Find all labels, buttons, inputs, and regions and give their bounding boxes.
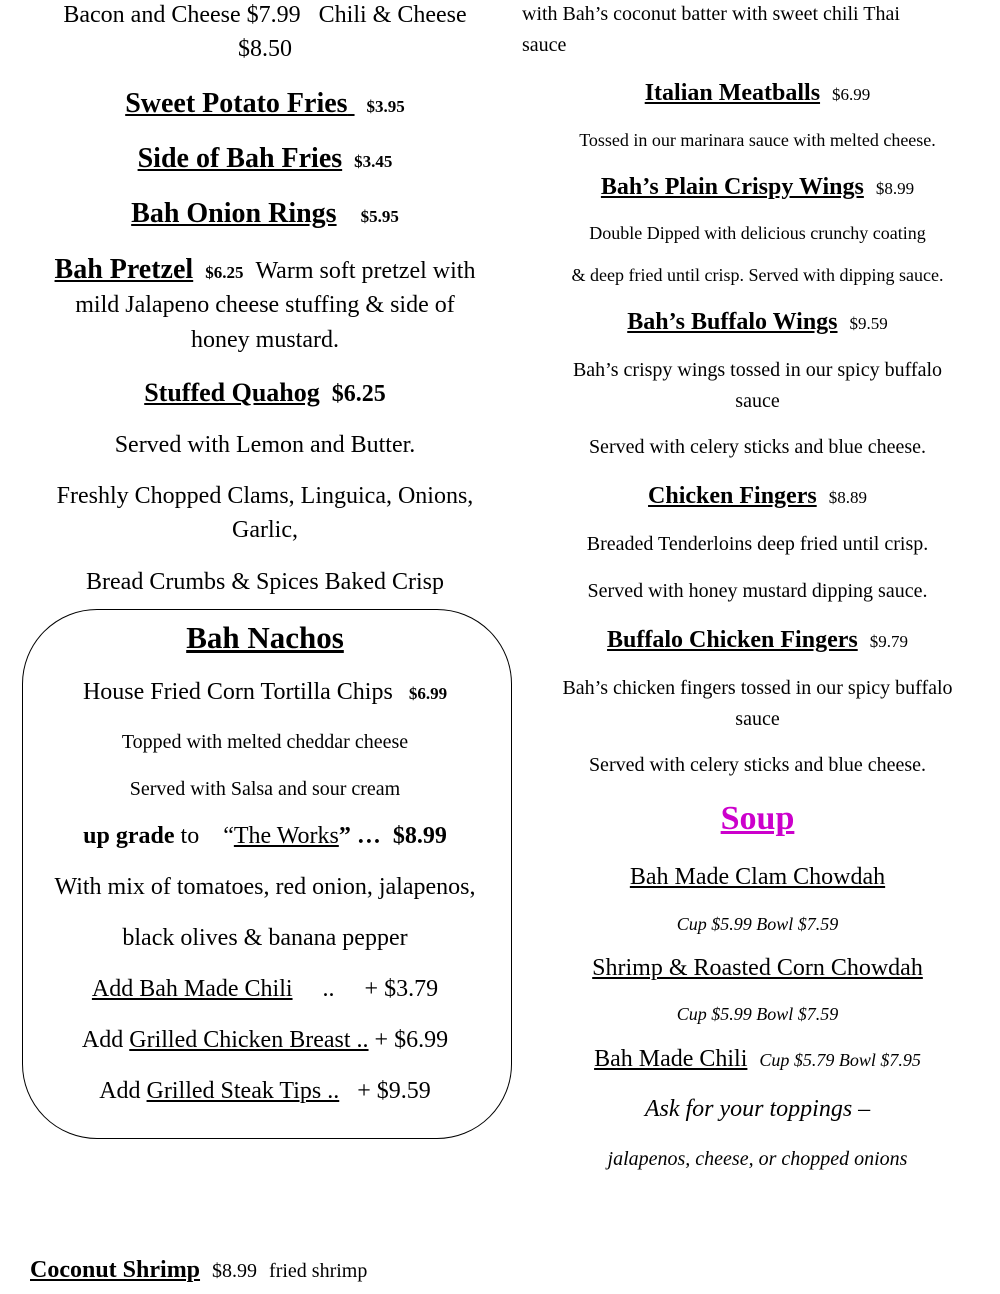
item-price: $8.89 bbox=[828, 488, 867, 507]
bah-made-chili-soup bbox=[515, 1046, 1000, 1073]
coconut-shrimp bbox=[30, 1257, 367, 1284]
item-price: $3.95 bbox=[366, 97, 405, 116]
nachos-mix-1: With mix of tomatoes, red onion, jalapenos, bbox=[54, 874, 476, 900]
nachos-line-2: Topped with melted cheddar cheese bbox=[121, 731, 409, 753]
item-price: $6.99 bbox=[832, 85, 871, 104]
item-name: Bah’s Plain Crispy Wings bbox=[600, 174, 864, 200]
nachos-line-1: House Fried Corn Tortilla Chips $6.99 bbox=[82, 679, 448, 705]
coconut-cont-1: with Bah’s coconut batter with sweet chili Thai bbox=[522, 3, 900, 25]
side-of-bah-fries bbox=[0, 143, 530, 175]
item-name: Side of Bah Fries bbox=[137, 143, 343, 174]
toppings-line-2: jalapenos, cheese, or chopped onions bbox=[607, 1148, 908, 1170]
quahog-desc-3: Garlic, bbox=[232, 517, 298, 543]
item-price: $8.99 bbox=[212, 1260, 258, 1282]
quahog-desc-4: Bread Crumbs & Spices Baked Crisp bbox=[86, 569, 444, 595]
item-price: $8.99 bbox=[392, 823, 447, 849]
sweet-potato-fries bbox=[0, 88, 530, 120]
buffalo-wings bbox=[515, 309, 1000, 336]
clam-chowdah bbox=[515, 864, 1000, 891]
buffalo-wings-desc-1: Bah’s crispy wings tossed in our spicy buffalo bbox=[572, 359, 943, 381]
item-name: Stuffed Quahog bbox=[144, 378, 320, 407]
item-desc: Warm soft pretzel with bbox=[255, 258, 476, 284]
buffalo-chicken-fingers bbox=[515, 627, 1000, 654]
item-price: $6.25 bbox=[205, 263, 244, 282]
item-name: Bah Made Clam Chowdah bbox=[629, 864, 886, 890]
item-name: Bah Onion Rings bbox=[131, 198, 337, 229]
item-name: Bah Made Chili bbox=[594, 1046, 748, 1072]
the-works-label: The Works bbox=[233, 823, 339, 849]
add-grilled-steak: Add Grilled Steak Tips .. + $9.59 bbox=[99, 1078, 431, 1104]
pretzel-desc-3: honey mustard. bbox=[191, 327, 339, 353]
add-grilled-chicken: Add Grilled Chicken Breast .. + $6.99 bbox=[81, 1027, 449, 1053]
item-price: $9.59 bbox=[849, 314, 888, 333]
plain-wings-desc-1: Double Dipped with delicious crunchy coating bbox=[589, 223, 926, 243]
italian-meatballs bbox=[515, 80, 1000, 107]
add-bah-made-chili: Add Bah Made Chili .. + $3.79 bbox=[91, 976, 439, 1002]
item-name: Bah Pretzel bbox=[54, 254, 194, 285]
soup-title: Soup bbox=[720, 800, 795, 837]
shrimp-corn-chowdah bbox=[515, 955, 1000, 982]
nachos-title: Bah Nachos bbox=[186, 620, 344, 655]
item-name: Coconut Shrimp bbox=[30, 1257, 201, 1283]
chicken-fingers-desc-2: Served with honey mustard dipping sauce. bbox=[587, 580, 928, 602]
pretzel-desc-2: mild Jalapeno cheese stuffing & side of bbox=[75, 292, 455, 318]
buffalo-wings-desc-2: sauce bbox=[735, 390, 780, 412]
item-name: Italian Meatballs bbox=[644, 80, 821, 106]
item-name: Buffalo Chicken Fingers bbox=[607, 627, 858, 653]
nachos-line-3: Served with Salsa and sour cream bbox=[129, 778, 401, 800]
bah-pretzel bbox=[0, 254, 530, 286]
bacon-cheese-line: Bacon and Cheese $7.99 Chili & Cheese bbox=[63, 2, 467, 28]
shrimp-chowdah-prices: Cup $5.99 Bowl $7.59 bbox=[676, 1004, 839, 1024]
quahog-desc-2: Freshly Chopped Clams, Linguica, Onions, bbox=[56, 483, 474, 509]
quahog-desc-1: Served with Lemon and Butter. bbox=[114, 432, 416, 458]
item-desc: fried shrimp bbox=[269, 1260, 368, 1282]
toppings-line-1: Ask for your toppings – bbox=[644, 1096, 871, 1122]
buffalo-fingers-desc-2: sauce bbox=[735, 708, 780, 730]
item-name: Chicken Fingers bbox=[648, 483, 817, 509]
item-name: Shrimp & Roasted Corn Chowdah bbox=[592, 955, 923, 981]
item-name: Bah’s Buffalo Wings bbox=[627, 309, 838, 335]
buffalo-fingers-desc-3: Served with celery sticks and blue cheese. bbox=[588, 754, 927, 776]
buffalo-wings-desc-3: Served with celery sticks and blue cheese. bbox=[588, 436, 927, 458]
item-price: $5.95 bbox=[360, 207, 399, 226]
bah-onion-rings bbox=[0, 198, 530, 230]
chicken-fingers-desc-1: Breaded Tenderloins deep fried until crisp. bbox=[586, 533, 929, 555]
chili-cheese-price: $8.50 bbox=[238, 36, 292, 62]
item-price: $6.99 bbox=[408, 684, 448, 703]
coconut-cont-2: sauce bbox=[522, 34, 567, 56]
item-price: $8.99 bbox=[875, 179, 915, 198]
meatballs-desc: Tossed in our marinara sauce with melted cheese. bbox=[579, 130, 936, 150]
nachos-upgrade: up grade to “The Works” … $8.99 bbox=[83, 823, 447, 849]
item-price: $9.79 bbox=[869, 632, 908, 651]
item-price: $3.45 bbox=[354, 152, 393, 171]
clam-chowdah-prices: Cup $5.99 Bowl $7.59 bbox=[676, 914, 839, 934]
plain-crispy-wings bbox=[515, 174, 1000, 201]
plain-wings-desc-2: & deep fried until crisp. Served with dipping sauce. bbox=[571, 265, 944, 285]
buffalo-fingers-desc-1: Bah’s chicken fingers tossed in our spicy buffalo bbox=[562, 677, 953, 699]
chicken-fingers bbox=[515, 483, 1000, 510]
stuffed-quahog bbox=[0, 378, 530, 408]
nachos-mix-2: black olives & banana pepper bbox=[122, 925, 408, 951]
item-price: $6.25 bbox=[331, 381, 386, 407]
item-name: Sweet Potato Fries bbox=[125, 88, 348, 119]
item-prices: Cup $5.79 Bowl $7.95 bbox=[759, 1050, 921, 1070]
